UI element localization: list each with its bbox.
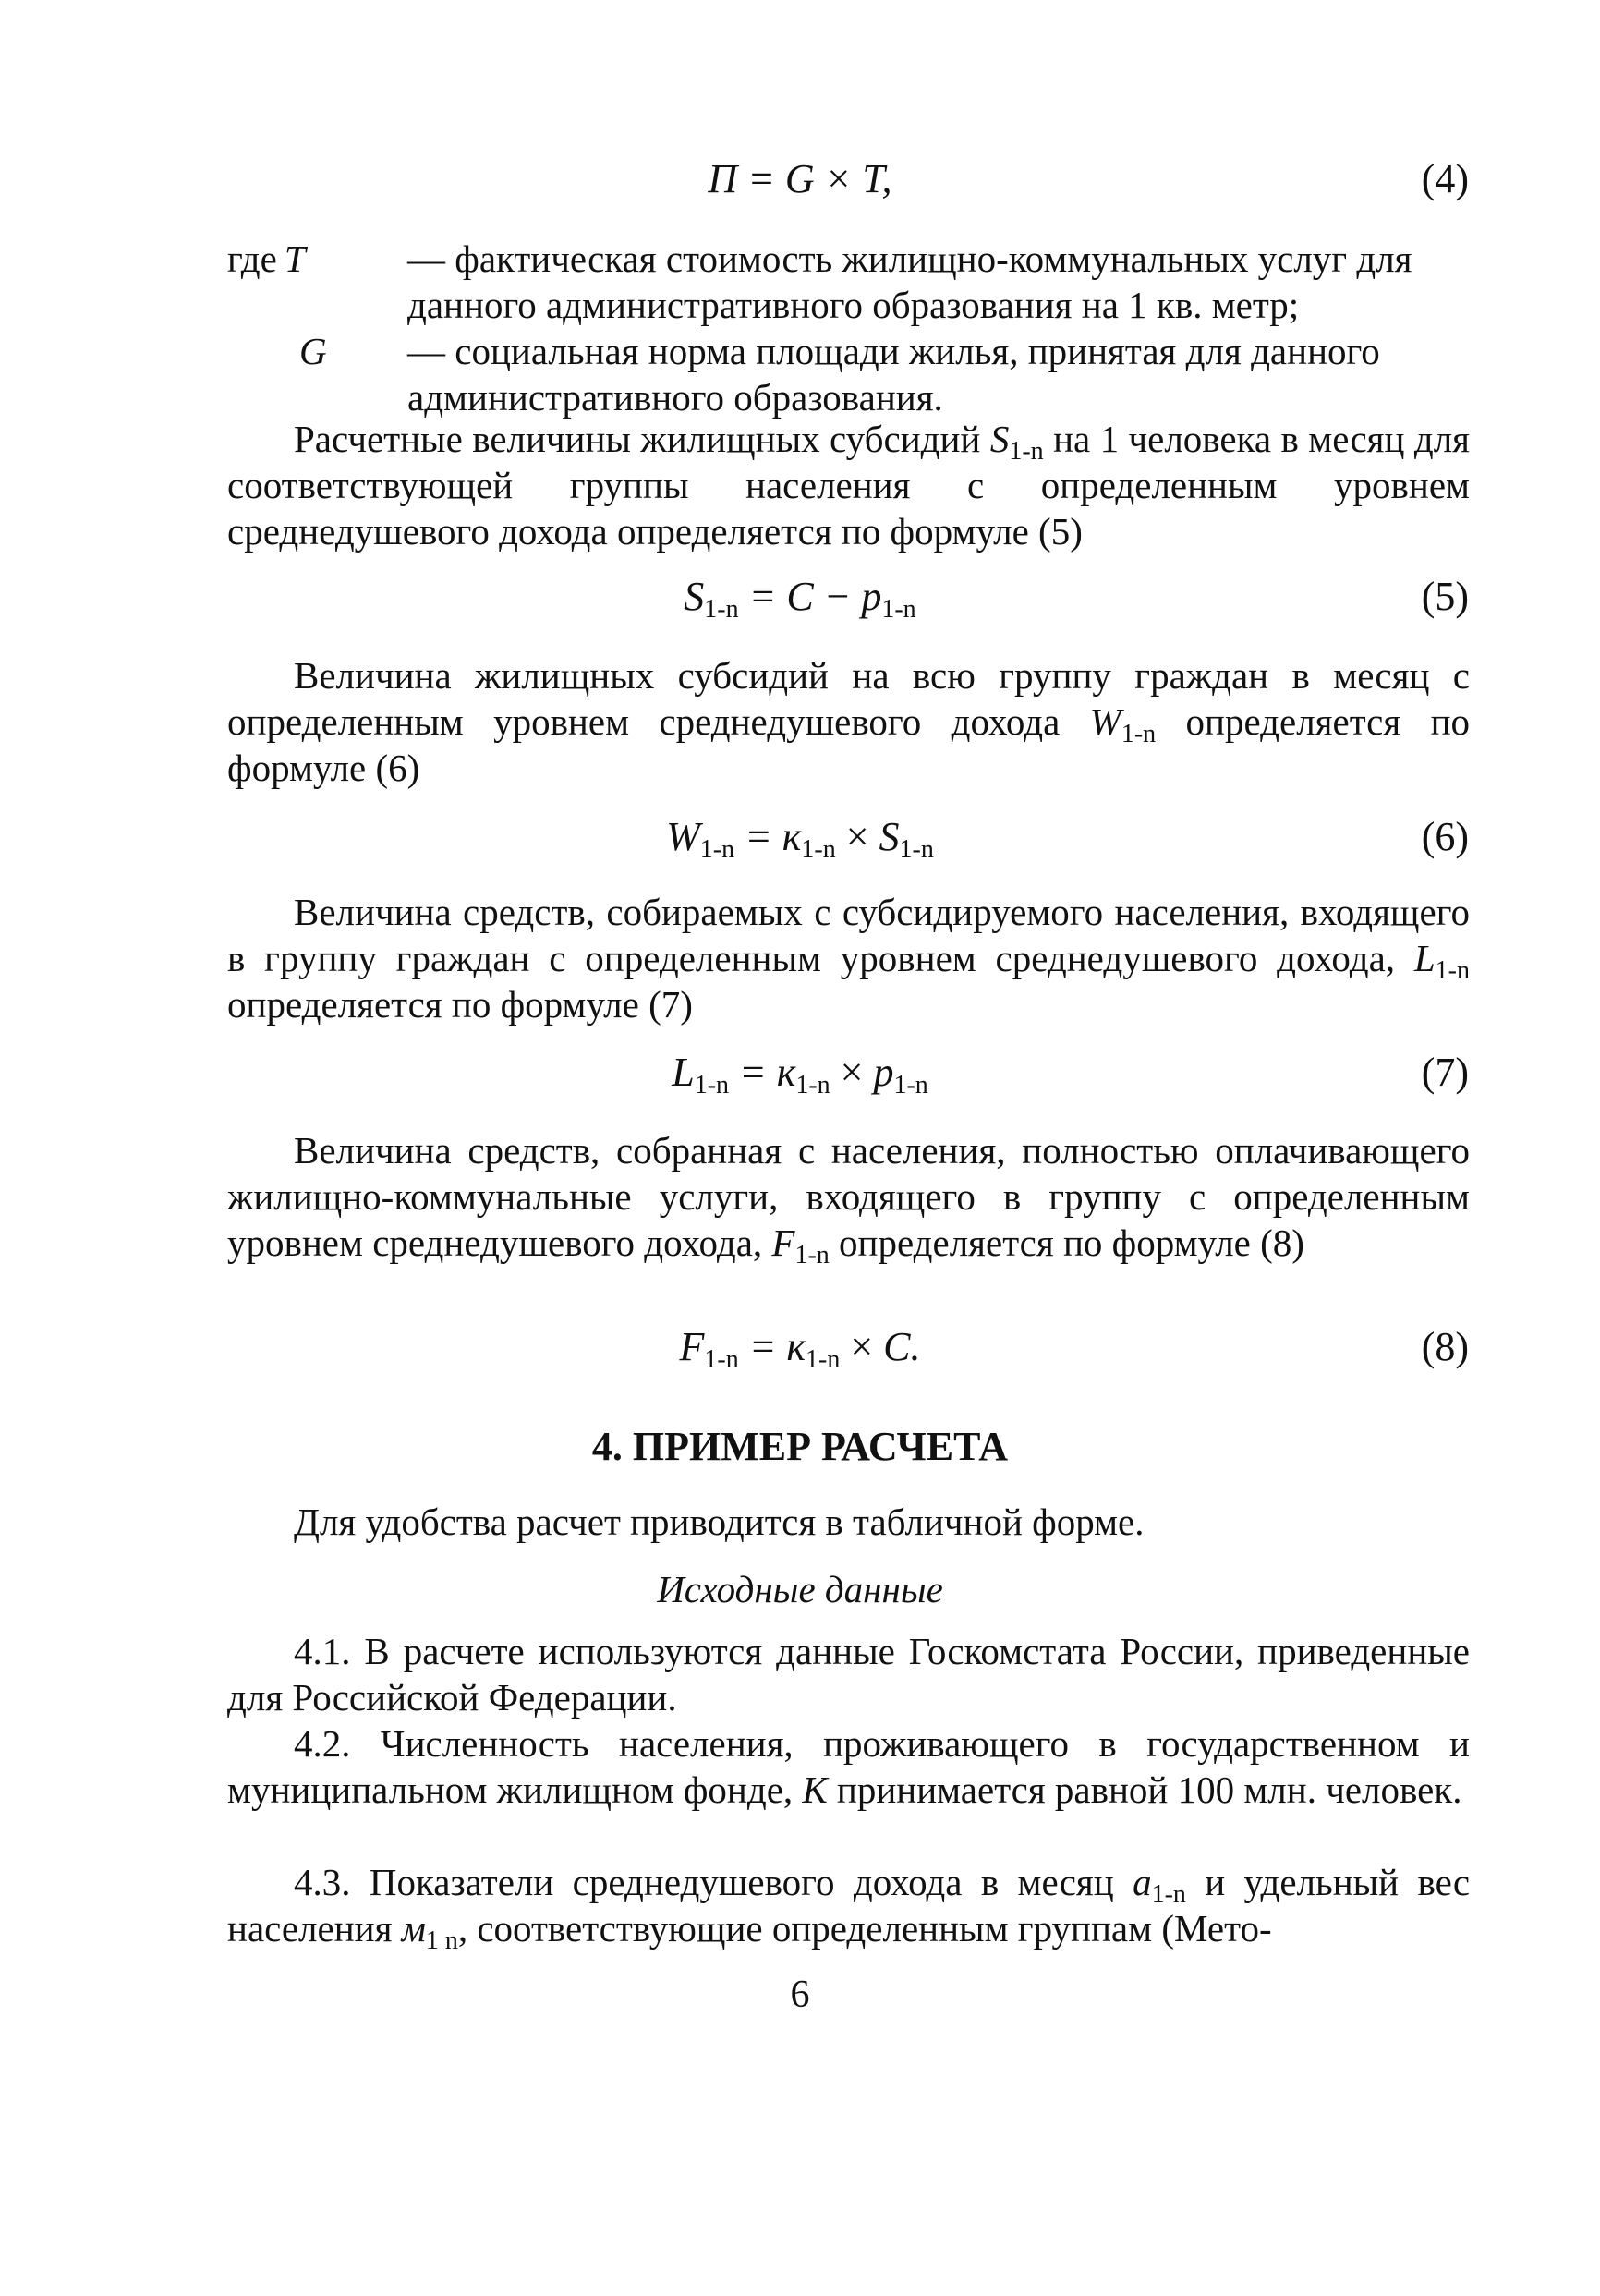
- formula-6: $W_{1-n} = к_{1-n} \times S_{1-n}$ (6): [666, 814, 1469, 864]
- section-subheading: Исходные данные: [657, 1568, 943, 1610]
- formula-4: [0, 155, 1600, 220]
- paragraph-4-2: [227, 1720, 1470, 1813]
- definition-t-symbol: T: [284, 237, 306, 280]
- paragraph-3-subscript: 1-n: [1435, 956, 1470, 985]
- definition-g-text: — социальная норма площади жилья, принятая для данного административного образования.: [407, 330, 1380, 419]
- paragraph-2-subscript: 1-n: [1121, 720, 1157, 748]
- paragraph-4-3: 4.3. Показатели среднедушевого дохода в месяц $a_{1-n}$ и удельный вес населения $м_{1 n}$, соответствующие определенным группам (Мето-: [227, 1861, 1471, 1955]
- paragraph-1-subscript: 1-n: [1009, 437, 1044, 466]
- formula-8: $F_{1-n} = к_{1-n} \times C$. (8): [679, 1324, 1469, 1374]
- definitions: [227, 236, 1470, 420]
- paragraph-3-text-end: определяется по формуле (7): [227, 983, 693, 1026]
- paragraph-3-text-start: Величина средств, собираемых с субсидируемого населения, входящего в группу граждан с определенным уровнем среднедушевого дохода,: [227, 891, 1470, 979]
- paragraph-2-text-end: определяется по формуле (6): [227, 700, 1471, 789]
- paragraph-4-3-text-start: 4.3. Показатели среднедушевого дохода в месяц: [294, 1861, 1114, 1903]
- formula-6-number: (6): [1421, 814, 1469, 859]
- paragraph-4-3-text-end: , соответствующие определенным группам (Мето-: [457, 1907, 1272, 1950]
- definition-t: [227, 236, 1470, 328]
- paragraph-1-text-end: на 1 человека в месяц для соответствующей группы населения с определенным уровнем среднедушевого дохода определяется по формуле (5): [227, 418, 1471, 553]
- formula-7-number: (7): [1421, 1050, 1469, 1095]
- paragraph-2: [227, 652, 1470, 791]
- formula-7: $L_{1-n} = к_{1-n} \times p_{1-n}$ (7): [672, 1050, 1469, 1099]
- definition-g-symbol: G: [299, 330, 327, 372]
- formula-5-lhs: S: [684, 574, 705, 619]
- paragraph-4-3-symbol-m: м: [401, 1907, 426, 1950]
- paragraph-1-text-start: Расчетные величины жилищных субсидий: [294, 418, 981, 460]
- paragraph-2-symbol: W: [1089, 700, 1121, 743]
- section-heading: 4. ПРИМЕР РАСЧЕТА: [591, 1424, 1009, 1469]
- paragraph-1: [227, 416, 1470, 554]
- definitions-intro: где: [227, 237, 277, 280]
- formula-5: $S_{1-n} = C - p_{1-n}$ (5): [684, 574, 1469, 624]
- paragraph-3-symbol: L: [1413, 937, 1436, 979]
- paragraph-2-text-start: Величина жилищных субсидий на всю группу граждан в месяц с определенным уровнем среднедушевого дохода: [227, 654, 1470, 743]
- formula-4-number: (4): [1421, 156, 1469, 201]
- paragraph-4-text-end: определяется по формуле (8): [839, 1221, 1304, 1264]
- paragraph-4: [227, 1127, 1470, 1269]
- paragraph-4-3-symbol-a: a: [1133, 1861, 1152, 1903]
- section-intro: Для удобства расчет приводится в табличной форме.: [294, 1500, 1145, 1543]
- page-number: 6: [790, 1974, 810, 2016]
- formula-5-rhs: p: [861, 574, 882, 619]
- paragraph-4-2-text-start: 4.2. Численность населения, проживающего в государственном и муниципальном жилищном фонде,: [227, 1722, 1470, 1811]
- paragraph-4-2-text-end: принимается равной 100 млн. человек.: [836, 1768, 1462, 1811]
- paragraph-1-symbol: S: [989, 418, 1010, 460]
- definition-g: [227, 328, 1470, 420]
- paragraph-4-2-symbol: К: [802, 1768, 828, 1811]
- formula-4-expression: П = G × T,: [708, 156, 892, 201]
- paragraph-3: [227, 889, 1470, 1027]
- formula-5-number: (5): [1421, 574, 1469, 619]
- paragraph-4-subscript: 1-n: [794, 1241, 830, 1269]
- paragraph-4-text-start: Величина средств, собранная с населения, полностью оплачивающего жилищно-коммунальные услуги, входящего в группу с определенным уровнем среднедушевого дохода,: [227, 1129, 1470, 1264]
- paragraph-4-3-text-middle: и удельный вес населения: [227, 1861, 1471, 1950]
- definition-t-text: — фактическая стоимость жилищно-коммунальных услуг для данного административного образования на 1 кв. метр;: [407, 237, 1412, 326]
- formula-5-middle: = C −: [738, 574, 862, 619]
- paragraph-4-symbol: F: [771, 1221, 795, 1264]
- formula-8-number: (8): [1421, 1324, 1469, 1369]
- paragraph-4-1: [227, 1628, 1470, 1720]
- paragraph-4-1-text: 4.1. В расчете используются данные Госкомстата России, приведенные для Российской Федерации.: [227, 1630, 1470, 1719]
